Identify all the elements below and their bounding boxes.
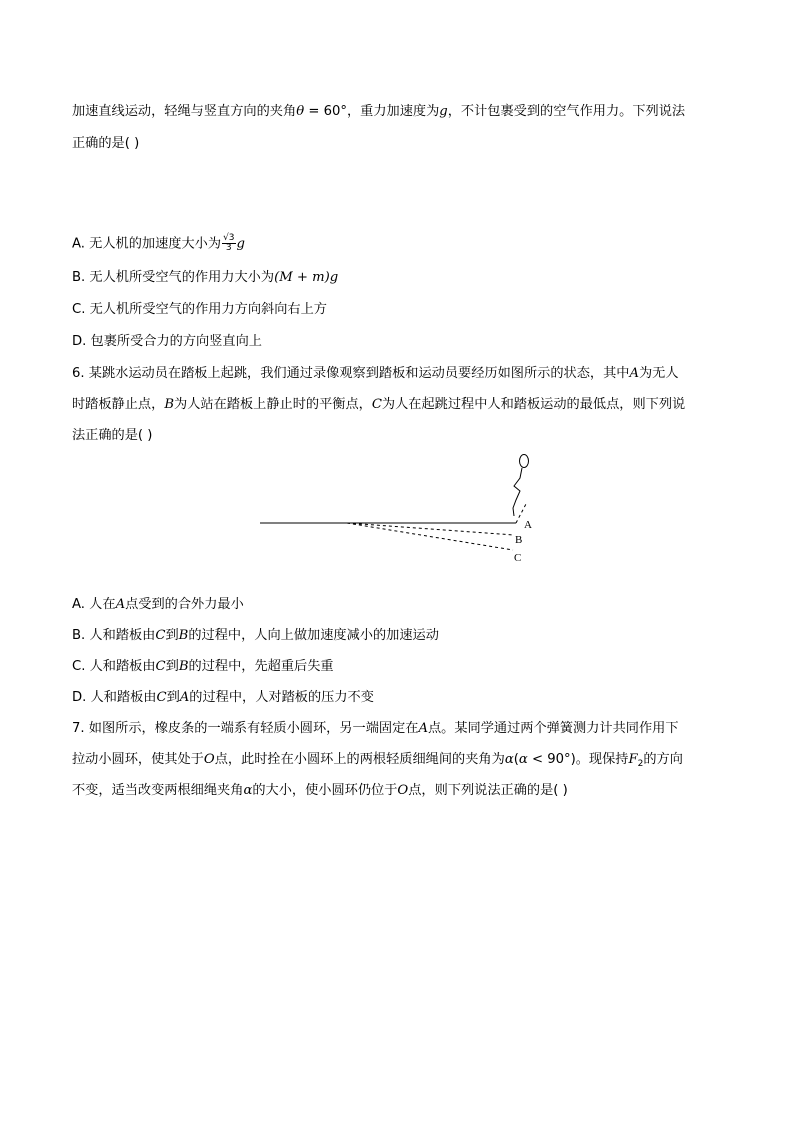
diver-body xyxy=(513,468,522,516)
q7-stem-line1 xyxy=(72,720,679,738)
label-b: B xyxy=(515,534,523,546)
point-a-symbol: A xyxy=(115,597,126,612)
option-text: A. 无人机的加速度大小为 xyxy=(72,236,222,252)
q6-stem-line1 xyxy=(72,365,679,383)
board-line-b xyxy=(347,523,514,535)
q6-option-a[interactable] xyxy=(72,596,244,614)
g-symbol: g xyxy=(439,104,448,119)
q6-stem-text: 为无人 xyxy=(639,366,679,381)
point-c-symbol: C xyxy=(371,397,382,412)
q7-stem-text: 点。某同学通过两个弹簧测力计共同作用下 xyxy=(428,721,679,736)
point-c-symbol: C xyxy=(155,659,166,674)
q6-option-b[interactable] xyxy=(72,627,439,645)
option-text: 的过程中，人向上做加速度减小的加速运动 xyxy=(188,628,439,643)
theta-symbol: θ xyxy=(296,104,305,119)
q7-stem-text: ( xyxy=(513,752,519,767)
force-symbol: F xyxy=(628,752,638,767)
q6-stem-line3: 法正确的是( ) xyxy=(72,428,153,443)
q6-stem-text: 为人在起跳过程中人和踏板运动的最低点，则下列说 xyxy=(381,397,686,412)
label-c: C xyxy=(514,552,522,564)
option-text: D. 人和踏板由 xyxy=(72,690,157,705)
q7-stem-text: 点，则下列说法正确的是( ) xyxy=(408,783,568,798)
q5-stem-text: = 60°，重力加速度为 xyxy=(304,104,440,119)
force-subscript: 2 xyxy=(637,759,644,769)
fraction xyxy=(222,234,235,253)
option-text: 到 xyxy=(166,690,180,705)
q7-stem-text: 7. 如图所示，橡皮条的一端系有轻质小圆环，另一端固定在 xyxy=(72,721,419,736)
q7-stem-line3 xyxy=(72,782,568,800)
q5-option-a[interactable] xyxy=(72,234,245,254)
point-a-symbol: A xyxy=(418,721,428,736)
q6-option-d[interactable] xyxy=(72,689,374,707)
q5-option-d[interactable]: D. 包裹所受合力的方向竖直向上 xyxy=(72,334,262,349)
q7-stem-text: 点，此时拴在小圆环上的两根轻质细绳间的夹角为 xyxy=(214,752,505,767)
q7-stem-text: 不变，适当改变两根细绳夹角 xyxy=(72,783,244,798)
label-a: A xyxy=(524,519,532,531)
board-line-c xyxy=(347,523,513,550)
q7-stem-text: 拉动小圆环，使其处于 xyxy=(72,752,204,767)
q6-stem-text: 6. 某跳水运动员在踏板上起跳，我们通过录像观察到踏板和运动员要经历如图所示的状态，其中 xyxy=(72,366,630,381)
point-c-symbol: C xyxy=(155,628,166,643)
fraction-numerator: √3 xyxy=(223,233,235,243)
alpha-symbol: α xyxy=(518,752,528,767)
option-text: 的过程中，人对踏板的压力不变 xyxy=(189,690,374,705)
q5-stem-line1 xyxy=(72,103,685,121)
q7-stem-text: 的方向 xyxy=(643,752,683,767)
option-text: B. 人和踏板由 xyxy=(72,628,156,643)
alpha-symbol: α xyxy=(243,783,253,798)
q5-stem-text: 加速直线运动，轻绳与竖直方向的夹角 xyxy=(72,104,297,119)
point-b-symbol: B xyxy=(178,659,189,674)
point-c-symbol: C xyxy=(156,690,167,705)
q7-stem-line2 xyxy=(72,751,683,773)
point-b-symbol: B xyxy=(178,628,189,643)
q5-stem-text: ，不计包裹受到的空气作用力。下列说法 xyxy=(447,104,686,119)
alpha-symbol: α xyxy=(504,752,514,767)
point-a-symbol: A xyxy=(629,366,639,381)
springboard-diagram xyxy=(250,448,550,570)
point-a-symbol: A xyxy=(179,690,190,705)
q7-stem-text: 的大小，使小圆环仍位于 xyxy=(252,783,398,798)
option-text: B. 无人机所受空气的作用力大小为 xyxy=(72,270,275,285)
q6-stem-line2 xyxy=(72,396,685,414)
option-text: 点受到的合外力最小 xyxy=(125,597,244,612)
diver-figure xyxy=(513,455,529,517)
q5-stem-line2: 正确的是( ) xyxy=(72,136,140,151)
option-text: 的过程中，先超重后失重 xyxy=(188,659,334,674)
option-text: A. 人在 xyxy=(72,597,116,612)
fraction-denominator: 3 xyxy=(225,243,232,253)
math-expression: (M + m)g xyxy=(274,270,339,285)
g-symbol: g xyxy=(236,236,245,252)
q6-stem-text: 为人站在踏板上静止时的平衡点， xyxy=(174,397,372,412)
q6-stem-text: 时踏板静止点， xyxy=(72,397,165,412)
point-o-symbol: O xyxy=(203,752,215,767)
diver-head xyxy=(520,455,529,468)
option-text: C. 人和踏板由 xyxy=(72,659,156,674)
q5-option-b[interactable] xyxy=(72,269,338,287)
option-text: 到 xyxy=(165,628,179,643)
q6-option-c[interactable] xyxy=(72,658,334,676)
option-text: 到 xyxy=(165,659,179,674)
q5-option-c[interactable]: C. 无人机所受空气的作用力方向斜向右上方 xyxy=(72,302,327,317)
q7-stem-text: < 90°)。现保持 xyxy=(527,752,629,767)
point-b-symbol: B xyxy=(164,397,175,412)
point-o-symbol: O xyxy=(397,783,409,798)
